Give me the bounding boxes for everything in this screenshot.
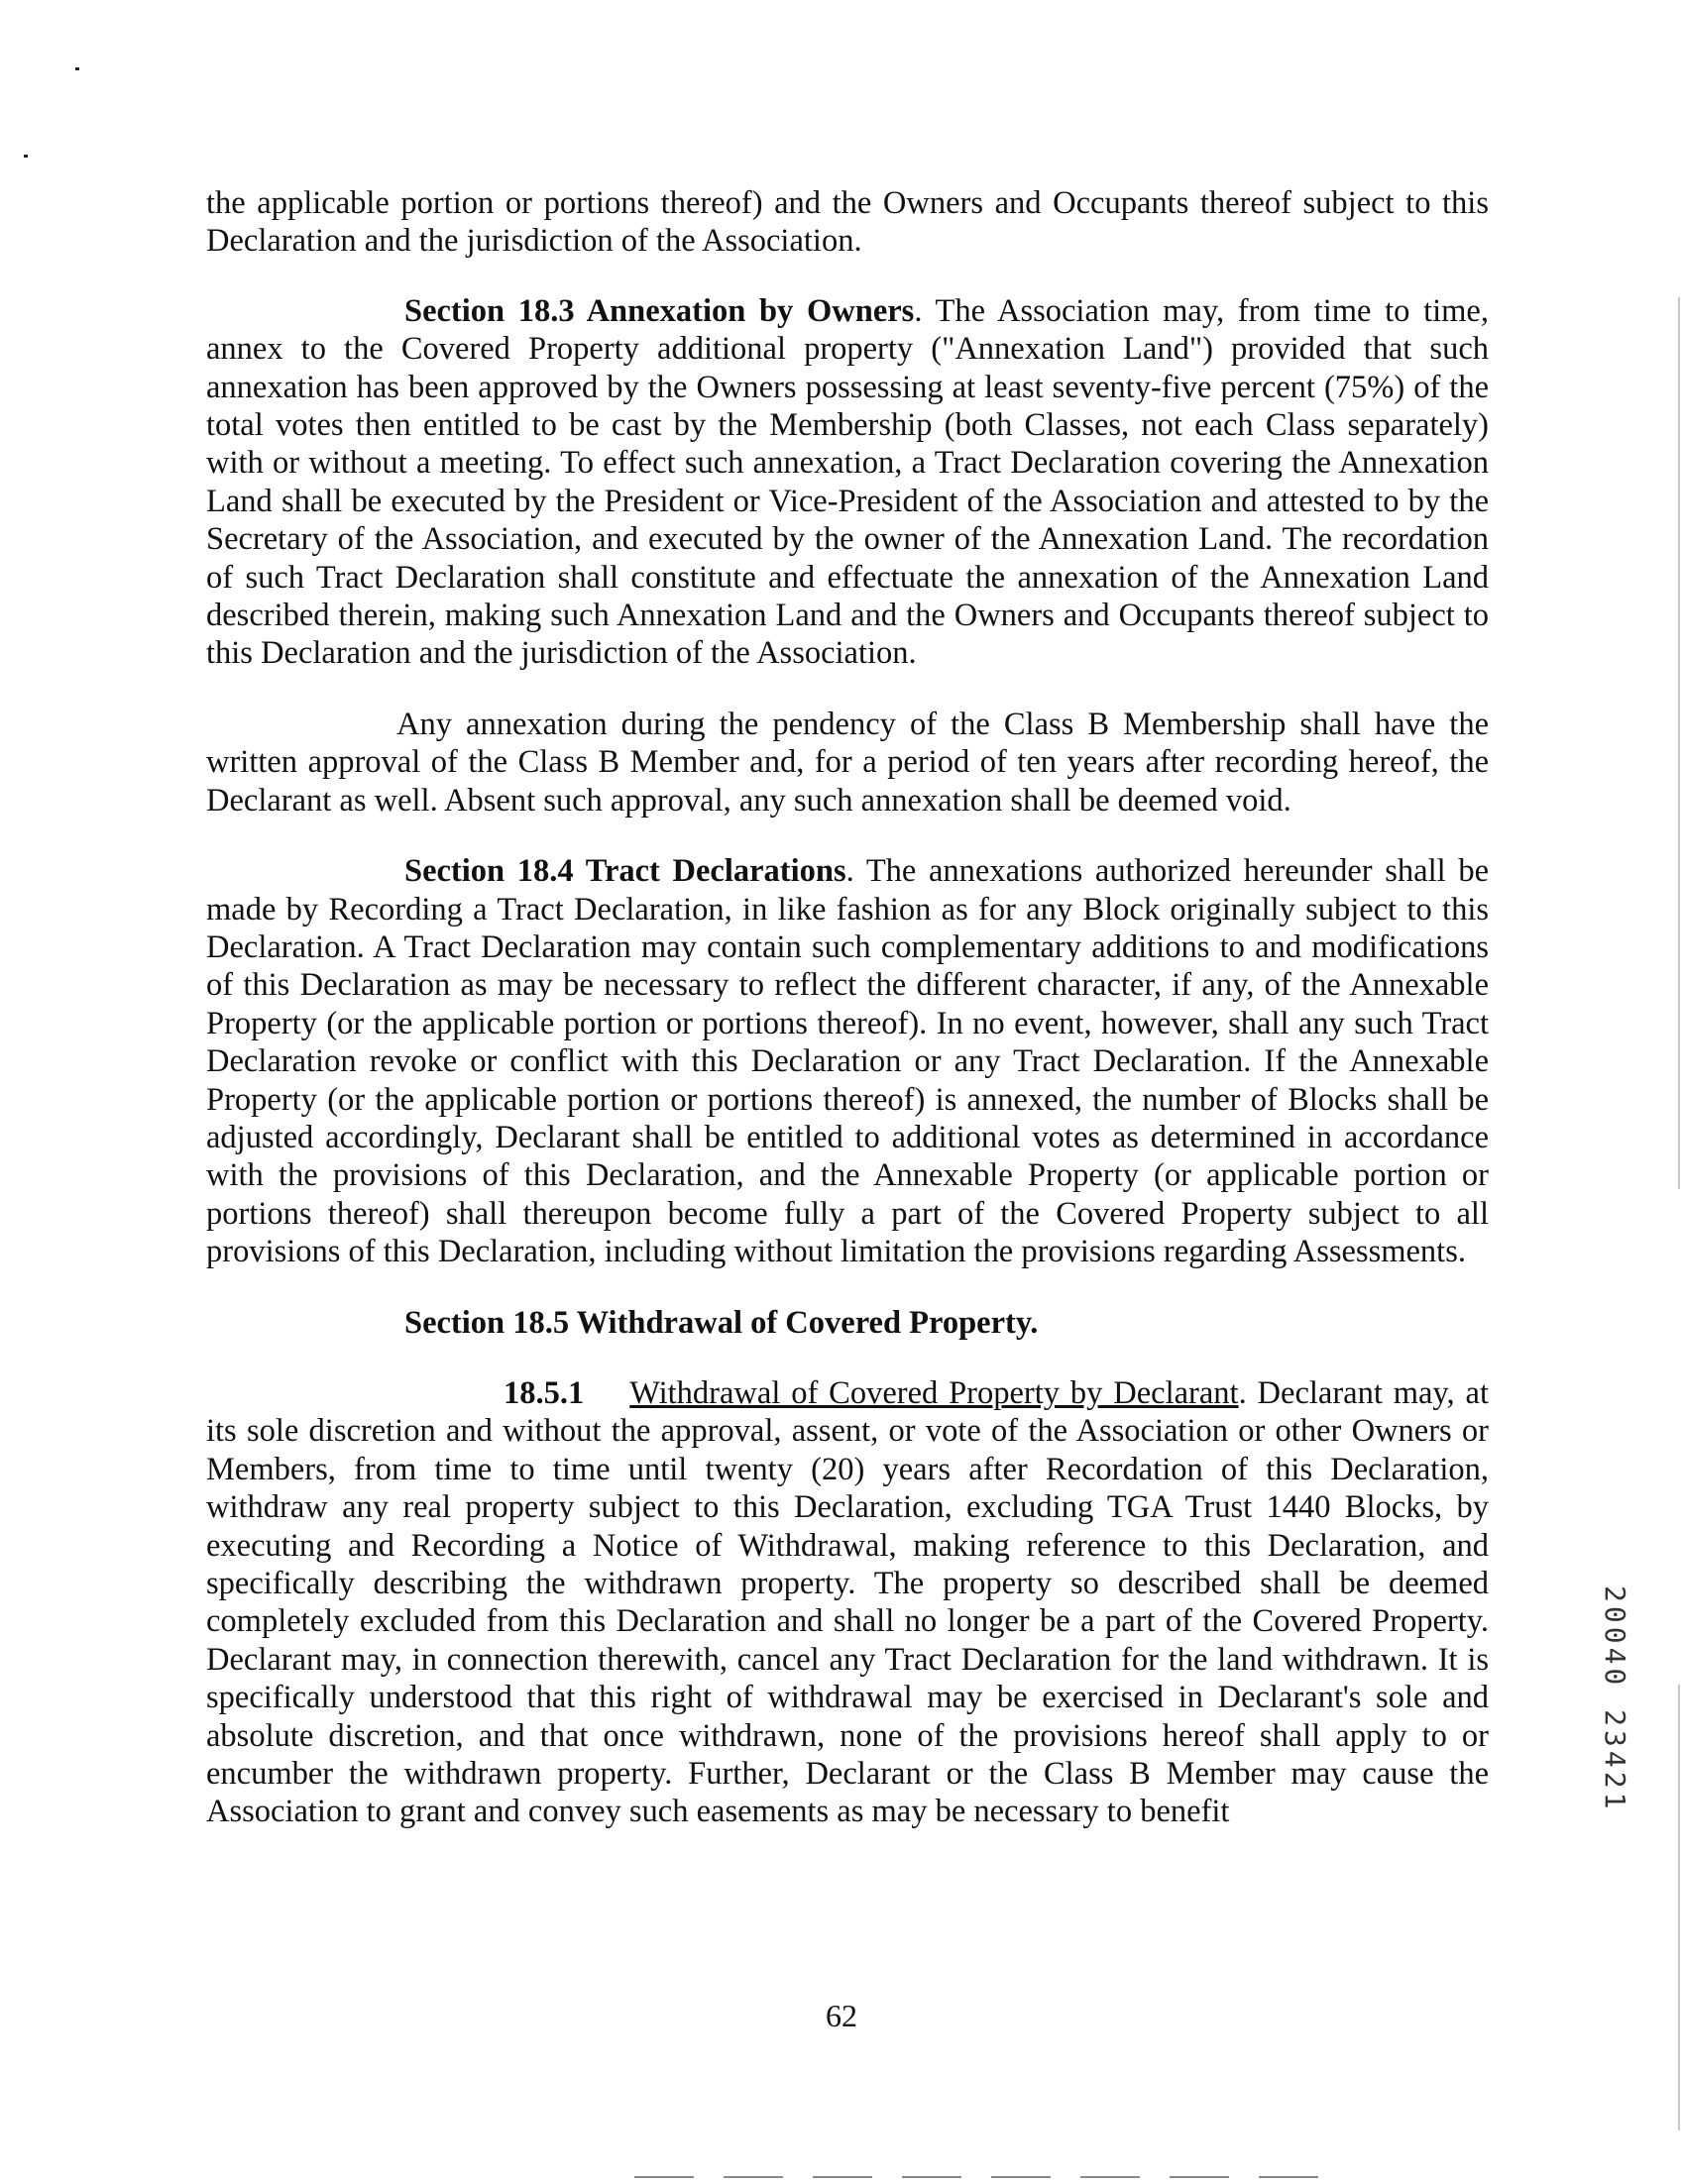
scan-edge-line [1678, 297, 1680, 1189]
section-18-4-body: . The annexations authorized hereunder shall be made by Recording a Tract Declaration, in like fashion as for any Block originally subject to this Declaration. A Tract Declaration may contain such complementary additions to and modifications of this Declaration as may be necessary to reflect the different character, if any, of the Annexable Property (or the applicable portion or portions thereof). In no event, however, shall any such Tract Declaration revoke or conflict with this Declaration or any Tract Declaration. If the Annexable Property (or the applicable portion or portions thereof) is annexed, the number of Blocks shall be adjusted accordingly, Declarant shall be entitled to additional votes as determined in accordance with the provisions of this Declaration, and the Annexable Property (or applicable portion or portions thereof) shall thereupon become fully a part of the Covered Property subject to all provisions of this Declaration, including without limitation the provisions regarding Assessments. [206, 853, 1489, 1270]
subsection-18-5-1-number: 18.5.1 [504, 1374, 585, 1411]
section-18-3-paragraph [206, 292, 1489, 673]
subsection-18-5-1-title: Withdrawal of Covered Property by Declarant [629, 1374, 1239, 1411]
subsection-18-5-1-paragraph [206, 1374, 1489, 1831]
scan-bottom-edge [634, 2176, 1328, 2178]
subsection-18-5-1-body: . Declarant may, at its sole discretion and without the approval, assent, or vote of the Association or other Owners or Members, from time to time until twenty (20) years after Recordation of this Declaration, withdraw any real property subject to this Declaration, excluding TGA Trust 1440 Blocks, by executing and Recording a Notice of Withdrawal, making reference to this Declaration, and specifically describing the withdrawn property. The property so described shall be deemed completely excluded from this Declaration and shall no longer be a part of the Covered Property. Declarant may, in connection therewith, cancel any Tract Declaration for the land withdrawn. It is specifically understood that this right of withdrawal may be exercised in Declarant's sole and absolute discretion, and that once withdrawn, none of the provisions hereof shall apply to or encumber the withdrawn property. Further, Declarant or the Class B Member may cause the Association to grant and convey such easements as may be necessary to benefit [206, 1374, 1489, 1830]
section-18-4-heading: Section 18.4 Tract Declarations [404, 853, 846, 890]
recording-stamp [1599, 1585, 1631, 1982]
scan-speck [75, 67, 79, 70]
page-number: 62 [826, 1998, 857, 2033]
scan-edge-line [1678, 1685, 1680, 2130]
section-18-3-body: . The Association may, from time to time, annex to the Covered Property additional property ("Annexation Land") provided that such annexation has been approved by the Owners possessing at least seventy-five percent (75%) of the total votes then entitled to be cast by the Membership (both Classes, not each Class separately) with or without a meeting. To effect such annexation, a Tract Declaration covering the Annexation Land shall be executed by the President or Vice-President of the Association and attested to by the Secretary of the Association, and executed by the owner of the Annexation Land. The recordation of such Tract Declaration shall constitute and effectuate the annexation of the Annexation Land described therein, making such Annexation Land and the Owners and Occupants thereof subject to this Declaration and the jurisdiction of the Association. [206, 292, 1489, 672]
scan-speck [24, 155, 28, 158]
annexation-approval-paragraph: Any annexation during the pendency of the Class B Membership shall have the written approval of the Class B Member and, for a period of ten years after recording hereof, the Declarant as well. Absent such approval, any such annexation shall be deemed void. [206, 706, 1489, 819]
continued-paragraph: the applicable portion or portions thereof) and the Owners and Occupants thereof subject to this Declaration and the jurisdiction of the Association. [206, 185, 1489, 260]
document-body [206, 184, 1489, 1864]
section-18-3-heading: Section 18.3 Annexation by Owners [404, 292, 915, 329]
recording-stamp-text: 20040 23421 [1599, 1585, 1631, 1813]
section-18-5-heading: Section 18.5 Withdrawal of Covered Property. [404, 1304, 1039, 1341]
section-18-4-paragraph [206, 852, 1489, 1270]
